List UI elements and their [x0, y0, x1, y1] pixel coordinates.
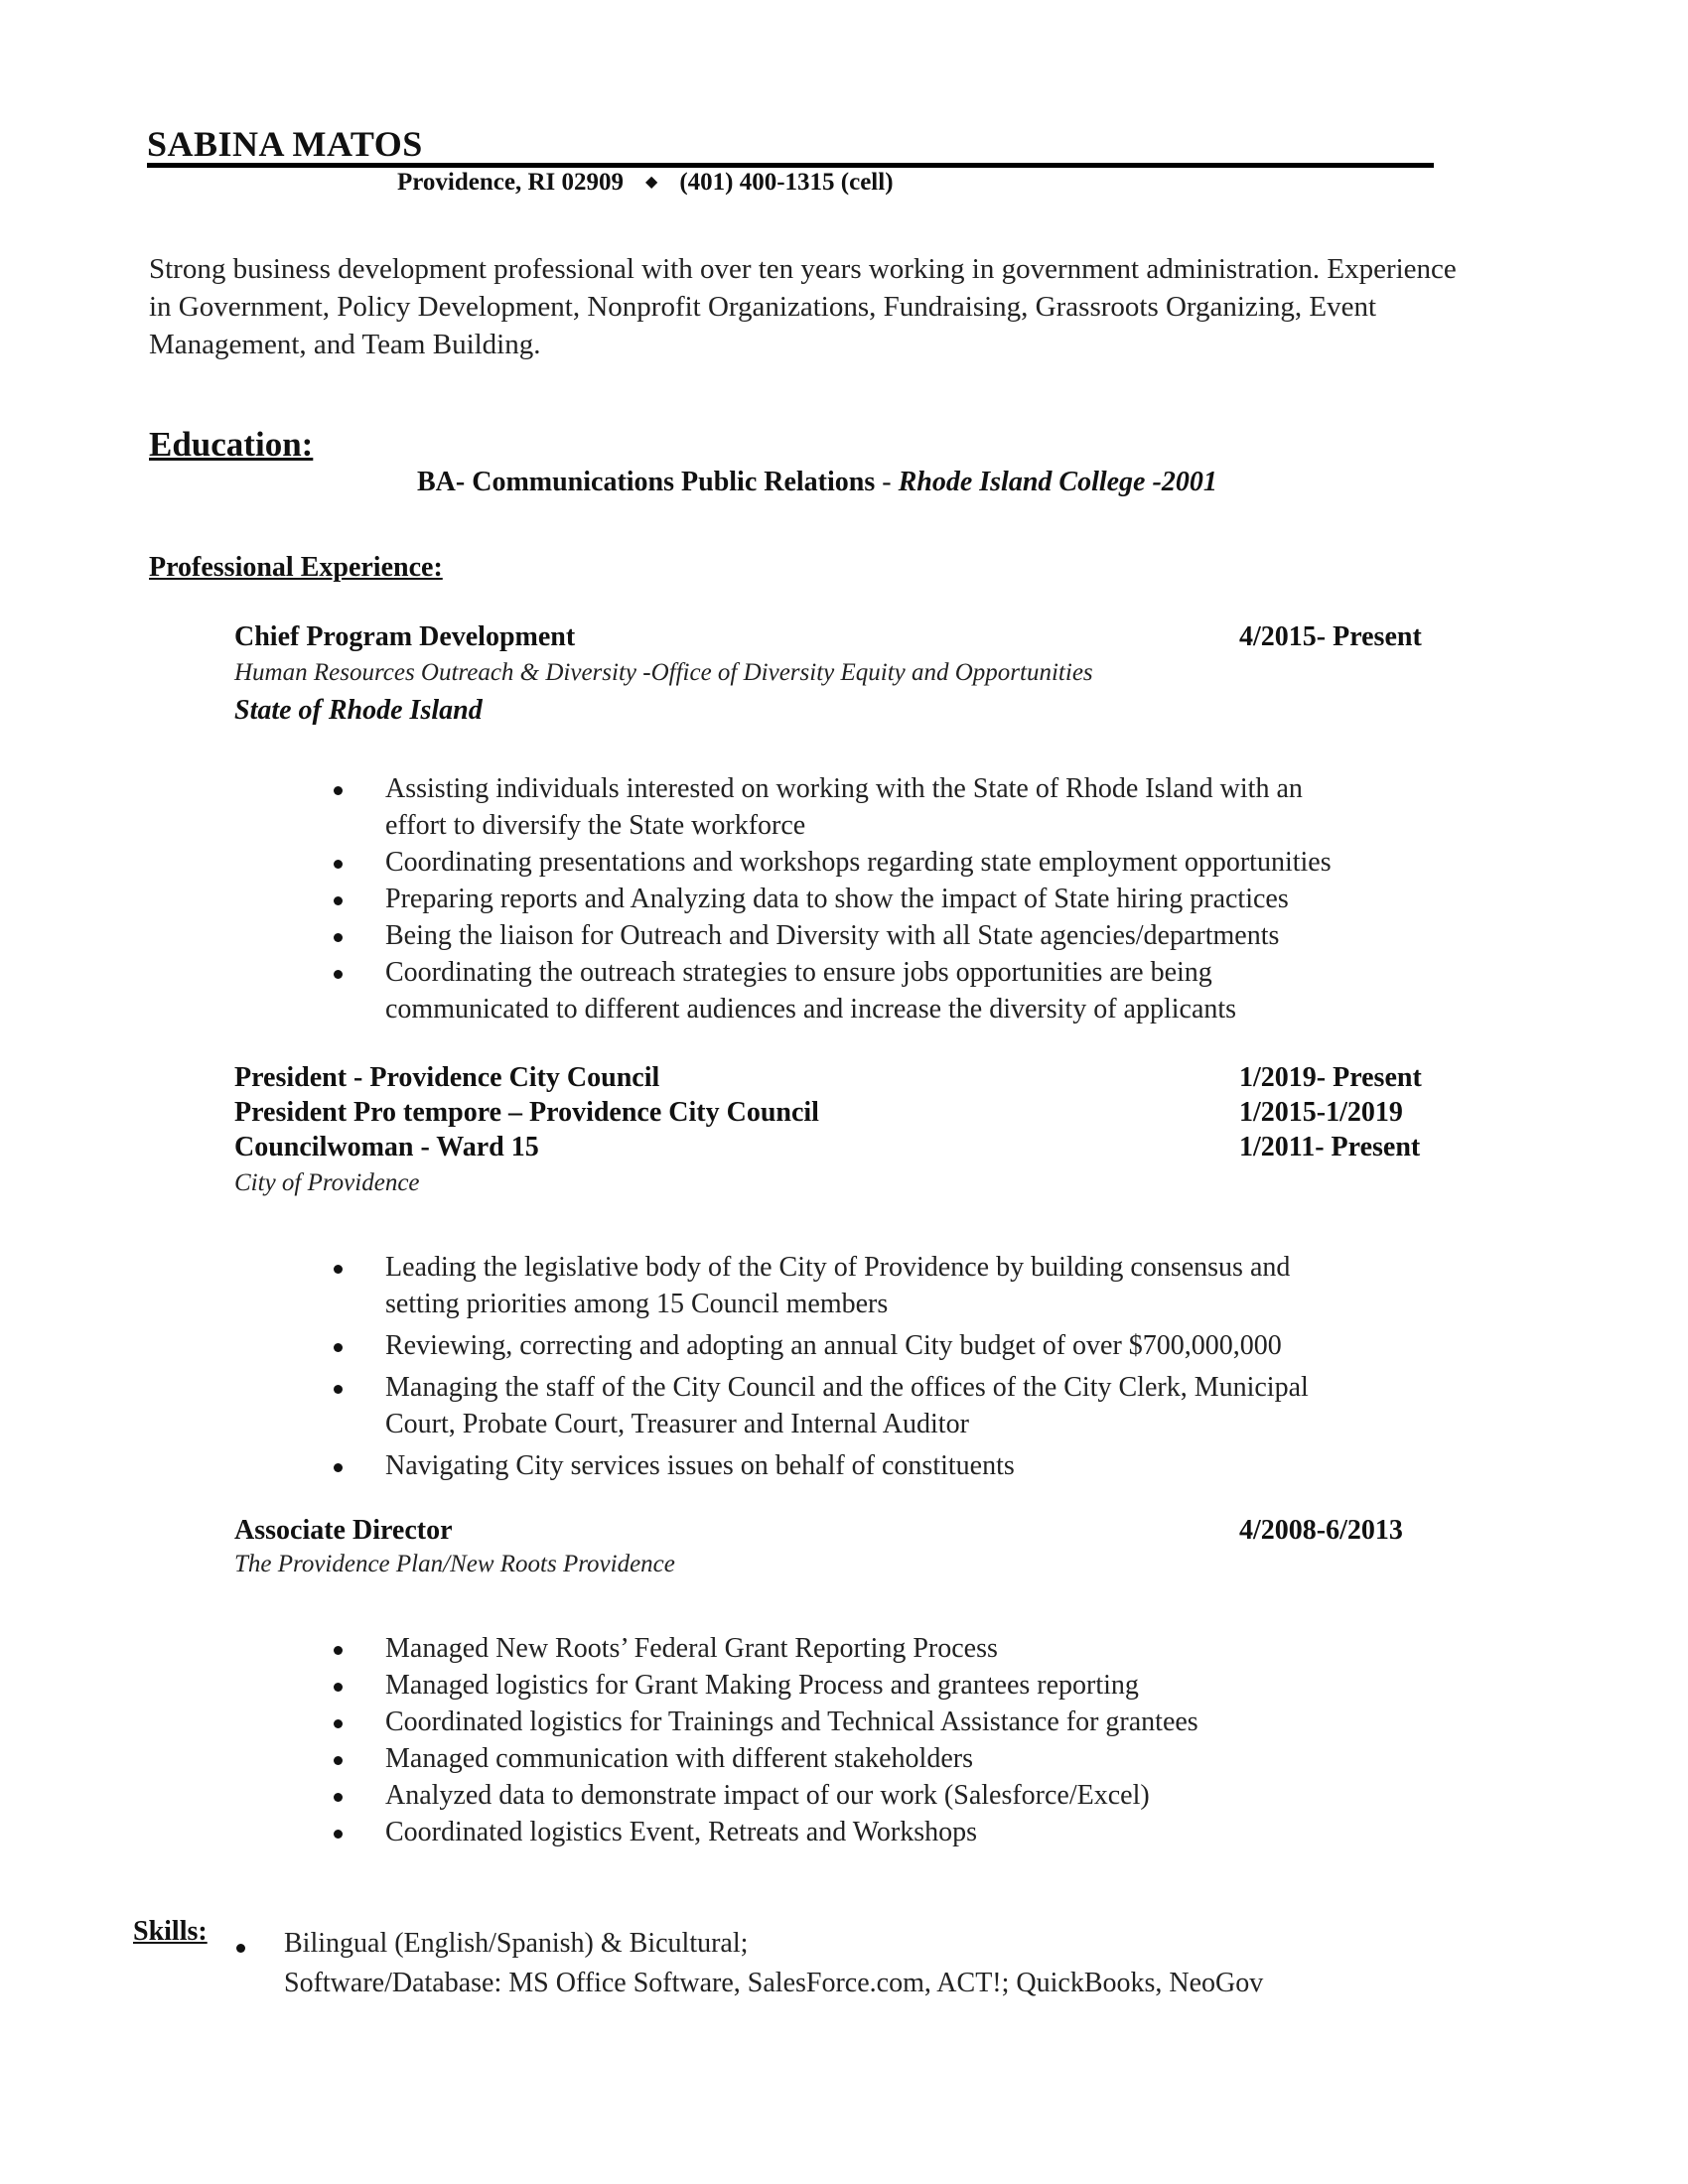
- job3-org: The Providence Plan/New Roots Providence: [234, 1551, 675, 1577]
- summary: Strong business development professional with over ten years working in government administration. Experience in Government, Policy Development, Nonprofit Organizations, Fundraising, Grassroots Organizing, Event Management, and Team Building.: [149, 253, 1457, 360]
- name-block: [147, 123, 1434, 168]
- job1-bullets: [334, 770, 1332, 1027]
- bullet-icon: [334, 1756, 343, 1765]
- list-item: Analyzed data to demonstrate impact of our work (Salesforce/Excel): [334, 1777, 1198, 1814]
- degree: BA- Communications Public Relations: [417, 467, 876, 497]
- experience-heading: Professional Experience:: [149, 552, 443, 583]
- skills-line-1: Bilingual (English/Spanish) & Bicultural;: [284, 1928, 749, 1959]
- bullet-icon: [334, 1830, 343, 1839]
- bullet-icon: [334, 1343, 343, 1352]
- location: Providence, RI 02909: [397, 169, 624, 196]
- education-heading: Education:: [149, 425, 314, 464]
- list-item: Managing the staff of the City Council and the offices of the City Clerk, Municipal Court, Probate Court, Treasurer and Internal Auditor: [334, 1369, 1309, 1442]
- bullet-icon: [334, 1463, 343, 1472]
- skills-heading: Skills:: [133, 1916, 208, 1947]
- school: Rhode Island College -2001: [898, 467, 1217, 497]
- list-item: Leading the legislative body of the City of Providence by building consensus and setting priorities among 15 Council members: [334, 1249, 1309, 1322]
- list-item: Being the liaison for Outreach and Diversity with all State agencies/departments: [334, 917, 1332, 954]
- job2-bullets: [334, 1249, 1309, 1484]
- bullet-icon: [236, 1944, 245, 1953]
- bullet-icon: [334, 860, 343, 869]
- contact-line: [397, 169, 894, 197]
- job2-role3-title: Councilwoman - Ward 15: [234, 1132, 539, 1162]
- education-line: [417, 467, 1217, 498]
- job3-bullets: [334, 1630, 1198, 1850]
- job1-org: State of Rhode Island: [234, 695, 483, 726]
- bullet-icon: [334, 896, 343, 905]
- list-item: Managed communication with different stakeholders: [334, 1740, 1198, 1777]
- job2-role1-title: President - Providence City Council: [234, 1062, 660, 1093]
- list-item: Coordinated logistics for Trainings and Technical Assistance for grantees: [334, 1704, 1198, 1740]
- bullet-icon: [334, 1683, 343, 1692]
- job1-title: Chief Program Development: [234, 621, 576, 652]
- skills-line-2: Software/Database: MS Office Software, SalesForce.com, ACT!; QuickBooks, NeoGov: [284, 1968, 1264, 1998]
- list-item: Navigating City services issues on behalf of constituents: [334, 1447, 1309, 1484]
- bullet-icon: [334, 1793, 343, 1802]
- job3-title: Associate Director: [234, 1515, 453, 1546]
- bullet-icon: [334, 1265, 343, 1274]
- list-item: Reviewing, correcting and adopting an annual City budget of over $700,000,000: [334, 1327, 1309, 1364]
- list-item: Managed logistics for Grant Making Process and grantees reporting: [334, 1667, 1198, 1704]
- list-item: Coordinated logistics Event, Retreats and Workshops: [334, 1814, 1198, 1850]
- job1-date: 4/2015- Present: [1239, 621, 1422, 652]
- job2-role2-date: 1/2015-1/2019: [1239, 1097, 1403, 1128]
- list-item: Coordinating presentations and workshops regarding state employment opportunities: [334, 844, 1332, 881]
- bullet-icon: [334, 933, 343, 942]
- phone: (401) 400-1315 (cell): [679, 169, 894, 196]
- diamond-separator-icon: ◆: [645, 174, 658, 191]
- bullet-icon: [334, 1385, 343, 1394]
- job2-role1-date: 1/2019- Present: [1239, 1062, 1422, 1093]
- job2-role3-date: 1/2011- Present: [1239, 1132, 1421, 1162]
- list-item: Preparing reports and Analyzing data to show the impact of State hiring practices: [334, 881, 1332, 917]
- job2-org: City of Providence: [234, 1169, 420, 1196]
- list-item: Assisting individuals interested on working with the State of Rhode Island with an effort to diversify the State workforce: [334, 770, 1332, 844]
- bullet-icon: [334, 970, 343, 979]
- candidate-name: SABINA MATOS: [147, 124, 423, 164]
- job1-dept: Human Resources Outreach & Diversity -Office of Diversity Equity and Opportunities: [234, 659, 1093, 686]
- bullet-icon: [334, 1646, 343, 1655]
- bullet-icon: [334, 1719, 343, 1728]
- job2-role2-title: President Pro tempore – Providence City Council: [234, 1097, 819, 1128]
- degree-dash: -: [875, 467, 899, 497]
- bullet-icon: [334, 786, 343, 795]
- list-item: Managed New Roots’ Federal Grant Reporting Process: [334, 1630, 1198, 1667]
- list-item: Coordinating the outreach strategies to ensure jobs opportunities are being communicated to different audiences and increase the diversity of applicants: [334, 954, 1332, 1027]
- job3-date: 4/2008-6/2013: [1239, 1515, 1403, 1546]
